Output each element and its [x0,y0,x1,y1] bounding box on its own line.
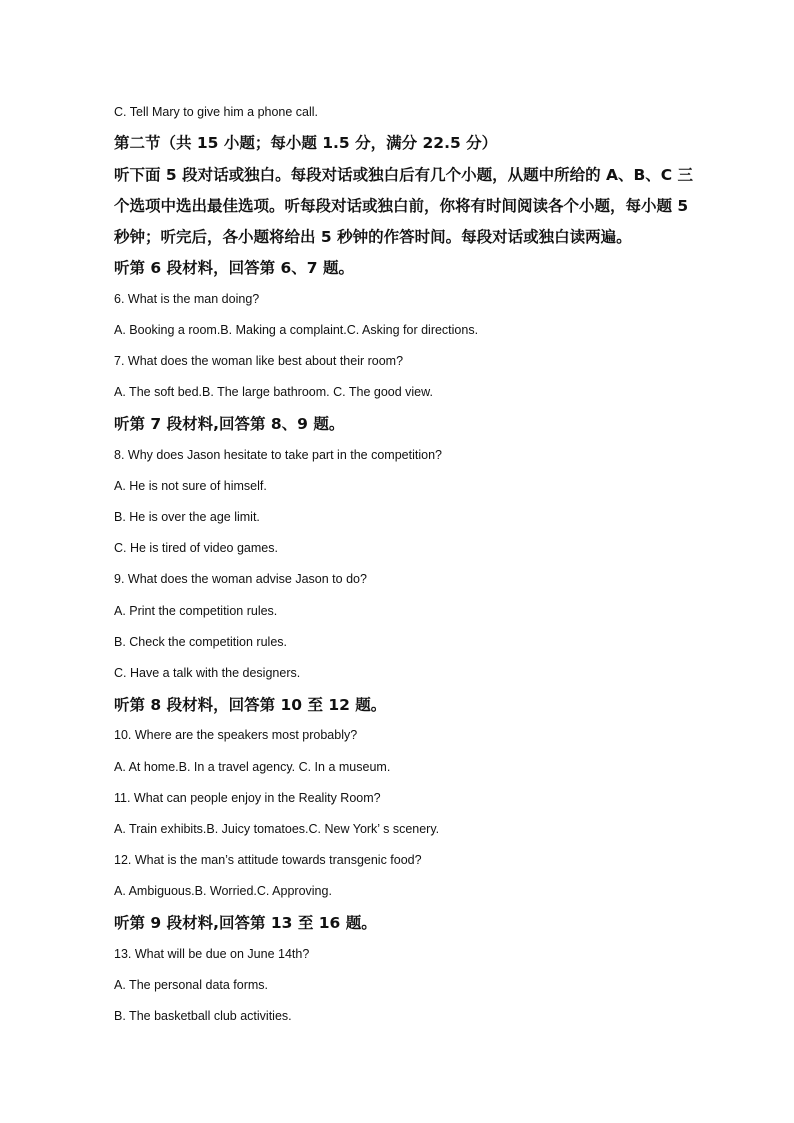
material-heading: 听第 8 段材料，回答第 10 至 12 题。 [114,696,387,714]
answer-option: A. Train exhibits.B. Juicy tomatoes.C. New York’ s scenery. [114,822,440,836]
question: 11. What can people enjoy in the Reality Room? [114,791,381,805]
question: 8. Why does Jason hesitate to take part in the competition? [114,448,442,462]
answer-option: A. At home.B. In a travel agency. C. In a museum. [114,760,391,774]
question: 6. What is the man doing? [114,292,260,306]
instruction-line: 个选项中选出最佳选项。听每段对话或独白前，你将有时间阅读各个小题，每小题 5 [114,197,689,215]
instruction-line: 听下面 5 段对话或独白。每段对话或独白后有几个小题，从题中所给的 A、B、C 三 [114,166,694,184]
material-heading: 听第 6 段材料，回答第 6、7 题。 [114,259,354,277]
answer-option: A. The soft bed.B. The large bathroom. C. The good view. [114,385,433,399]
section-heading: 第二节（共 15 小题；每小题 1.5 分，满分 22.5 分） [114,134,498,152]
material-heading: 听第 9 段材料,回答第 13 至 16 题。 [114,914,377,932]
answer-option: A. Ambiguous.B. Worried.C. Approving. [114,884,332,898]
instruction-line: 秒钟；听完后，各小题将给出 5 秒钟的作答时间。每段对话或独白读两遍。 [114,228,632,246]
question: 7. What does the woman like best about their room? [114,354,404,368]
question: 12. What is the man’s attitude towards transgenic food? [114,853,422,867]
answer-option: B. The basketball club activities. [114,1009,292,1023]
answer-option: A. Print the competition rules. [114,604,278,618]
material-heading: 听第 7 段材料,回答第 8、9 题。 [114,415,345,433]
answer-option: A. He is not sure of himself. [114,479,267,493]
answer-option: A. Booking a room.B. Making a complaint.C. Asking for directions. [114,323,479,337]
answer-option: C. Have a talk with the designers. [114,666,301,680]
question: 10. Where are the speakers most probably? [114,728,358,742]
question: 9. What does the woman advise Jason to do? [114,572,367,586]
answer-option: C. Tell Mary to give him a phone call. [114,105,319,119]
answer-option: A. The personal data forms. [114,978,269,992]
answer-option: C. He is tired of video games. [114,541,278,555]
answer-option: B. He is over the age limit. [114,510,260,524]
question: 13. What will be due on June 14th? [114,947,310,961]
answer-option: B. Check the competition rules. [114,635,287,649]
